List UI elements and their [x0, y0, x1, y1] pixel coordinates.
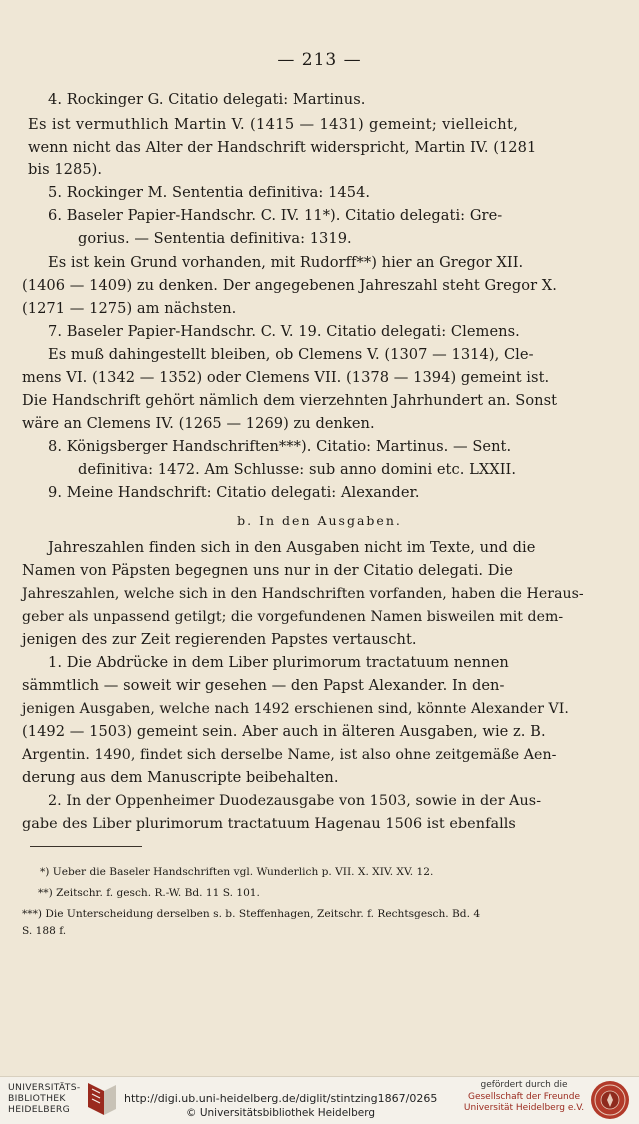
text-line: Es ist kein Grund vorhanden, mit Rudorff**) hier an Gregor XII.: [48, 254, 524, 271]
footnote: S. 188 f.: [22, 925, 67, 937]
text-line: Argentin. 1490, findet sich derselbe Name, ist also ohne zeitgemäße Aen-: [22, 747, 557, 763]
copyright: © Universitätsbibliothek Heidelberg: [186, 1107, 376, 1119]
entry-5: 5. Rockinger M. Sententia definitiva: 1454.: [48, 184, 371, 201]
text-line: definitiva: 1472. Am Schlusse: sub anno domini etc. LXXII.: [78, 461, 517, 478]
text-line: Namen von Päpsten begegnen uns nur in der Citatio delegati. Die: [22, 562, 513, 579]
text-line: gorius. — Sententia definitiva: 1319.: [78, 230, 352, 247]
text-line: (1271 — 1275) am nächsten.: [22, 300, 237, 317]
footnote: **) Zeitschr. f. gesch. R.-W. Bd. 11 S. 101.: [38, 887, 260, 899]
text-line: mens VI. (1342 — 1352) oder Clemens VII. (1378 — 1394) gemeint ist.: [22, 369, 550, 386]
footnote: ***) Die Unterscheidung derselben s. b. Steffenhagen, Zeitschr. f. Rechtsgesch. Bd. 4: [22, 908, 481, 920]
entry-7: 7. Baseler Papier-Handschr. C. V. 19. Citatio delegati: Clemens.: [48, 323, 520, 340]
text-line: bis 1285).: [28, 161, 103, 178]
text-line: Die Handschrift gehört nämlich dem vierzehnten Jahrhundert an. Sonst: [22, 392, 558, 409]
text-line: geber als unpassend getilgt; die vorgefundenen Namen bisweilen mit dem-: [22, 609, 564, 625]
footnote-divider: [30, 846, 142, 847]
entry-4: 4. Rockinger G. Citatio delegati: Martinus.: [48, 91, 366, 108]
text-line: Jahreszahlen, welche sich in den Handschriften vorfanden, haben die Heraus-: [22, 586, 584, 602]
seal-icon: [590, 1080, 630, 1120]
text-line: gabe des Liber plurimorum tractatuum Hagenau 1506 ist ebenfalls: [22, 816, 516, 832]
entry-8: 8. Königsberger Handschriften***). Citatio: Martinus. — Sent.: [48, 438, 512, 455]
item-2: 2. In der Oppenheimer Duodezausgabe von 1503, sowie in der Aus-: [48, 793, 542, 809]
text-line: jenigen des zur Zeit regierenden Papstes vertauscht.: [22, 631, 417, 648]
text-line: derung aus dem Manuscripte beibehalten.: [22, 769, 339, 786]
library-name: UNIVERSITÄTS- BIBLIOTHEK HEIDELBERG: [8, 1082, 81, 1115]
text-line: sämmtlich — soweit wir gesehen — den Papst Alexander. In den-: [22, 677, 505, 694]
text-line: Es ist vermuthlich Martin V. (1415 — 1431) gemeint; vielleicht,: [28, 116, 519, 133]
text-line: wenn nicht das Alter der Handschrift widerspricht, Martin IV. (1281: [28, 139, 537, 156]
entry-6: 6. Baseler Papier-Handschr. C. IV. 11*). Citatio delegati: Gre-: [48, 207, 503, 224]
page-number: — 213 —: [277, 50, 362, 70]
item-1: 1. Die Abdrücke in dem Liber plurimorum tractatuum nennen: [48, 654, 509, 671]
text-line: (1492 — 1503) gemeint sein. Aber auch in älteren Ausgaben, wie z. B.: [22, 723, 546, 740]
library-logo-icon: [84, 1081, 118, 1117]
text-line: jenigen Ausgaben, welche nach 1492 erschienen sind, könnte Alexander VI.: [22, 701, 569, 717]
text-line: wäre an Clemens IV. (1265 — 1269) zu denken.: [22, 415, 375, 432]
permalink[interactable]: http://digi.ub.uni-heidelberg.de/diglit/stintzing1867/0265: [124, 1092, 438, 1105]
text-line: Es muß dahingestellt bleiben, ob Clemens V. (1307 — 1314), Cle-: [48, 346, 534, 363]
funding-note: gefördert durch die Gesellschaft der Freunde Universität Heidelberg e.V.: [463, 1080, 585, 1113]
text-line: Jahreszahlen finden sich in den Ausgaben nicht im Texte, und die: [48, 539, 536, 556]
text-line: (1406 — 1409) zu denken. Der angegebenen Jahreszahl steht Gregor X.: [22, 277, 557, 294]
entry-9: 9. Meine Handschrift: Citatio delegati: Alexander.: [48, 484, 420, 501]
footnote: *) Ueber die Baseler Handschriften vgl. Wunderlich p. VII. X. XIV. XV. 12.: [40, 866, 434, 878]
section-heading: b. In den Ausgaben.: [237, 513, 402, 528]
